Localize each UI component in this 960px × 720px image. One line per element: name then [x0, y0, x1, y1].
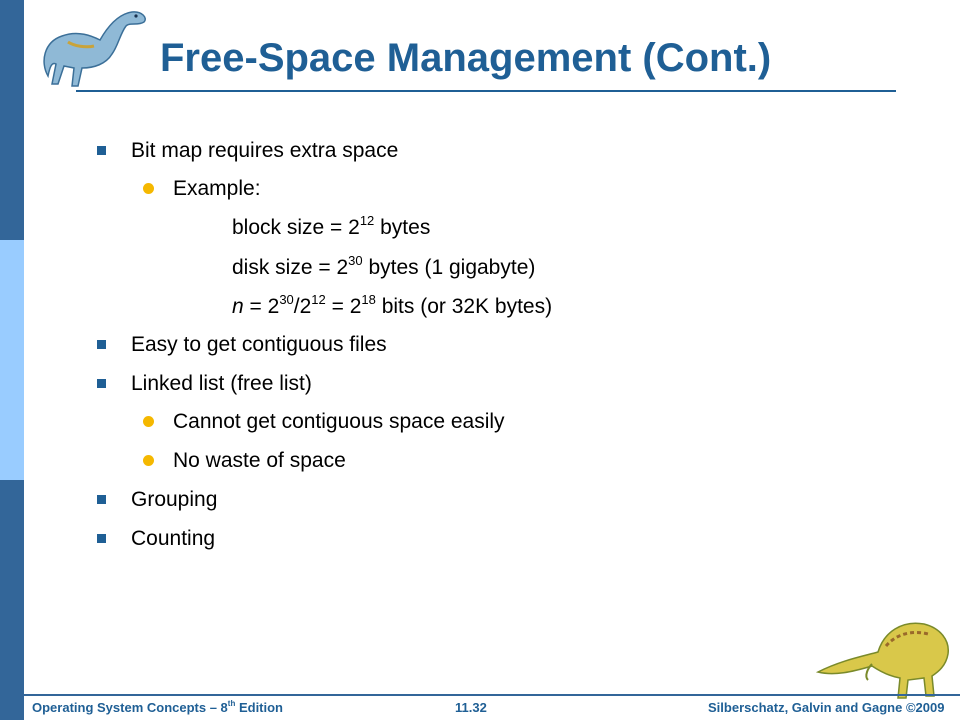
slide-title: Free-Space Management (Cont.) — [160, 36, 772, 80]
round-bullet-icon — [143, 455, 154, 466]
example-disk-size: disk size = $2^{30}$ bytes (1 gigabyte) — [232, 253, 536, 279]
bullet-contiguous: Easy to get contiguous files — [131, 333, 387, 356]
page-number: 11.32 — [455, 700, 487, 715]
title-divider — [76, 90, 896, 92]
left-bar-dark-segment — [0, 480, 24, 720]
bullet-counting: Counting — [131, 527, 216, 550]
square-bullet-icon — [97, 534, 106, 543]
square-bullet-icon — [97, 379, 106, 388]
bullet-grouping: Grouping — [131, 488, 218, 511]
bullet-no-waste: No waste of space — [173, 449, 346, 472]
square-bullet-icon — [97, 340, 106, 349]
bullet-no-contiguous-space: Cannot get contiguous space easily — [173, 410, 505, 433]
bullet-example: Example: — [173, 177, 261, 200]
footer-authors: Silberschatz, Galvin and Gagne ©2009 — [708, 700, 945, 715]
dinosaur-icon — [34, 6, 152, 92]
example-n-bits: $n = 2^{30}/2^{12} = 2^{18}$ bits (or 32K bytes) — [232, 292, 553, 318]
bullet-bitmap: Bit map requires extra space — [131, 139, 399, 162]
left-bar-light-segment — [0, 240, 24, 480]
footer-divider — [24, 694, 960, 696]
square-bullet-icon — [97, 146, 106, 155]
round-bullet-icon — [143, 183, 154, 194]
left-accent-bar — [0, 0, 24, 720]
bullet-linked-list: Linked list (free list) — [131, 372, 312, 395]
dinosaur-icon — [812, 606, 954, 702]
square-bullet-icon — [97, 495, 106, 504]
round-bullet-icon — [143, 416, 154, 427]
example-block-size: block size = $2^{12}$ bytes — [232, 213, 431, 239]
footer-book-title: Operating System Concepts – 8th Edition — [32, 698, 284, 715]
